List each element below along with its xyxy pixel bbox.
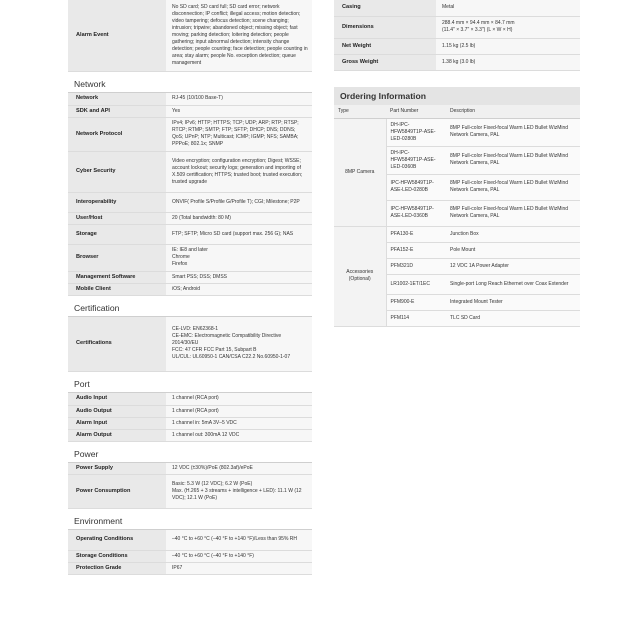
spec-row bbox=[68, 244, 312, 271]
spec-key: Net Weight bbox=[334, 38, 436, 54]
spec-row bbox=[334, 16, 580, 38]
part-number: DH-IPC-HFW5849T1P-ASE-LED-0360B bbox=[386, 146, 446, 174]
section-title: Power bbox=[68, 446, 312, 463]
spec-row bbox=[68, 463, 312, 475]
part-number: PFM321D bbox=[386, 258, 446, 274]
spec-key: Power Consumption bbox=[68, 475, 166, 509]
part-number: PFM900-E bbox=[386, 294, 446, 310]
spec-key: Browser bbox=[68, 244, 166, 271]
part-description: 8MP Full-color Fixed-focal Warm LED Bullet WizMind Network Camera, PAL bbox=[446, 118, 580, 146]
spec-value: 1 channel (RCA port) bbox=[166, 393, 312, 405]
spec-value: FTP; SFTP; Micro SD card (support max. 256 G); NAS bbox=[166, 224, 312, 244]
spec-value: 1.15 kg (2.5 lb) bbox=[436, 38, 580, 54]
ordering-type: 8MP Camera bbox=[334, 118, 386, 226]
spec-row bbox=[68, 212, 312, 224]
part-number: LR1002-1ET/1EC bbox=[386, 274, 446, 294]
left-spec-column bbox=[68, 0, 312, 579]
spec-key: Dimensions bbox=[334, 16, 436, 38]
spec-key: Network bbox=[68, 93, 166, 105]
ordering-title: Ordering Information bbox=[334, 87, 580, 105]
spec-row bbox=[68, 105, 312, 117]
header-type: Type bbox=[334, 105, 386, 119]
spec-row bbox=[68, 405, 312, 417]
spec-value: Yes bbox=[166, 105, 312, 117]
part-number: PFA130-E bbox=[386, 226, 446, 242]
spec-key: Audio Output bbox=[68, 405, 166, 417]
spec-value: ONVIF( Profile S/Profile G/Profile T); CGI; Milestone; P2P bbox=[166, 192, 312, 212]
part-description: Integrated Mount Tester bbox=[446, 294, 580, 310]
spec-row bbox=[68, 271, 312, 283]
spec-value: IPv4; IPv6; HTTP; HTTPS; TCP; UDP; ARP; RTP; RTSP; RTCP; RTMP; SMTP; FTP; SFTP; DHCP; DNS; DDNS; QoS; UPnP; NTP; Multicast; ICMP; IGMP; NFS; SAMBA; PPPoE; 802.1x; SNMP bbox=[166, 117, 312, 151]
part-number: PFA152-E bbox=[386, 242, 446, 258]
part-number: PFM114 bbox=[386, 310, 446, 326]
spec-value: CE-LVD: EN62368-1 CE-EMC: Electromagnetic Compatibility Directive 2014/30/EU FCC: 47 CFR FCC Part 15, Subpart B UL/CUL: UL60950-1 CAN/CSA C22.2 No.60950-1-07 bbox=[166, 317, 312, 372]
ordering-row bbox=[334, 226, 580, 242]
spec-row bbox=[68, 151, 312, 192]
spec-value: 1 channel (RCA port) bbox=[166, 405, 312, 417]
spec-row bbox=[68, 417, 312, 429]
spec-row bbox=[68, 317, 312, 372]
ordering-row bbox=[334, 118, 580, 146]
part-number: IPC-HFW5849T1P-ASE-LED-0280B bbox=[386, 174, 446, 200]
spec-row bbox=[334, 38, 580, 54]
spec-key: Audio Input bbox=[68, 393, 166, 405]
spec-key: Protection Grade bbox=[68, 562, 166, 574]
spec-row bbox=[68, 0, 312, 72]
spec-key: Operating Conditions bbox=[68, 530, 166, 550]
spec-key: Alarm Input bbox=[68, 417, 166, 429]
spec-table bbox=[68, 393, 312, 442]
ordering-header-row bbox=[334, 105, 580, 119]
spec-value: 1 channel out: 300mA 12 VDC bbox=[166, 429, 312, 441]
spec-value: IP67 bbox=[166, 562, 312, 574]
spec-row bbox=[334, 54, 580, 70]
spec-row bbox=[68, 283, 312, 295]
spec-value: 288.4 mm × 94.4 mm × 84.7 mm (11.4" × 3.7" × 3.3") (L × W × H) bbox=[436, 16, 580, 38]
spec-value: IE: IE8 and later Chrome Firefox bbox=[166, 244, 312, 271]
spec-value: RJ-45 (10/100 Base-T) bbox=[166, 93, 312, 105]
spec-value: 1 channel in: 5mA 3V–5 VDC bbox=[166, 417, 312, 429]
section-title: Certification bbox=[68, 300, 312, 317]
spec-key: Alarm Output bbox=[68, 429, 166, 441]
header-desc: Description bbox=[446, 105, 580, 119]
part-number: DH-IPC-HFW5849T1P-ASE-LED-0280B bbox=[386, 118, 446, 146]
spec-key: Management Software bbox=[68, 271, 166, 283]
spec-row bbox=[68, 93, 312, 105]
section-title: Network bbox=[68, 76, 312, 93]
spec-key: Alarm Event bbox=[68, 0, 166, 72]
spec-table bbox=[68, 93, 312, 296]
right-spec-column bbox=[334, 0, 580, 327]
spec-row bbox=[68, 224, 312, 244]
spec-key: SDK and API bbox=[68, 105, 166, 117]
spec-key: Certifications bbox=[68, 317, 166, 372]
spec-key: Interoperability bbox=[68, 192, 166, 212]
alarm-table bbox=[68, 0, 312, 72]
spec-key: Power Supply bbox=[68, 463, 166, 475]
section-title: Environment bbox=[68, 513, 312, 530]
spec-table bbox=[68, 463, 312, 510]
spec-row bbox=[68, 429, 312, 441]
spec-value: Basic: 5.3 W (12 VDC); 6.2 W (PoE) Max. (H.265 + 3 streams + intelligence + LED): 11.1 W (12 VDC); 12.1 W (PoE) bbox=[166, 475, 312, 509]
part-description: 8MP Full-color Fixed-focal Warm LED Bullet WizMind Network Camera, PAL bbox=[446, 200, 580, 226]
spec-table bbox=[68, 317, 312, 373]
spec-value: No SD card; SD card full; SD card error; network disconnection; IP conflict; illegal access; motion detection; video tampering; defocus detection; scene changing; intrusion; tripwire; abandoned object; missing object; fast moving; parking detection; loitering detection; people gathering; input abnormal detection; intensity change detection; people counting; face detection; people counting in area; stay alarm; people No. exception detection; queue management bbox=[166, 0, 312, 72]
part-description: 8MP Full-color Fixed-focal Warm LED Bullet WizMind Network Camera, PAL bbox=[446, 174, 580, 200]
spec-key: Cyber Security bbox=[68, 151, 166, 192]
spec-row bbox=[68, 393, 312, 405]
spec-row bbox=[68, 550, 312, 562]
spec-key: Network Protocol bbox=[68, 117, 166, 151]
header-part: Part Number bbox=[386, 105, 446, 119]
spec-value: Video encryption; configuration encryption; Digest; WSSE; account lockout; security logs; generation and importing of X.509 certification; HTTPS; trusted boot; trusted execution; trusted upgrade bbox=[166, 151, 312, 192]
spec-value: iOS; Android bbox=[166, 283, 312, 295]
spec-key: Mobile Client bbox=[68, 283, 166, 295]
spec-key: Storage bbox=[68, 224, 166, 244]
spec-row bbox=[68, 192, 312, 212]
spec-key: User/Host bbox=[68, 212, 166, 224]
spec-table bbox=[68, 530, 312, 575]
spec-value: 1.38 kg (3.0 lb) bbox=[436, 54, 580, 70]
section-title: Port bbox=[68, 376, 312, 393]
spec-key: Gross Weight bbox=[334, 54, 436, 70]
spec-row bbox=[68, 530, 312, 550]
ordering-table bbox=[334, 105, 580, 327]
part-description: TLC SD Card bbox=[446, 310, 580, 326]
part-description: Pole Mount bbox=[446, 242, 580, 258]
left-sections bbox=[68, 76, 312, 579]
part-description: 8MP Full-color Fixed-focal Warm LED Bullet WizMind Network Camera, PAL bbox=[446, 146, 580, 174]
spec-value: 20 (Total bandwidth: 80 M) bbox=[166, 212, 312, 224]
spec-value: –40 °C to +60 °C (–40 °F to +140 °F) bbox=[166, 550, 312, 562]
ordering-type: Accessories (Optional) bbox=[334, 226, 386, 326]
part-description: Single-port Long Reach Ethernet over Coax Extender bbox=[446, 274, 580, 294]
housing-table bbox=[334, 0, 580, 71]
spec-value: Metal bbox=[436, 0, 580, 16]
part-description: 12 VDC 1A Power Adapter bbox=[446, 258, 580, 274]
spec-key: Storage Conditions bbox=[68, 550, 166, 562]
spec-row bbox=[68, 475, 312, 509]
spec-value: –40 °C to +60 °C (–40 °F to +140 °F)/Less than 95% RH bbox=[166, 530, 312, 550]
spec-row bbox=[68, 117, 312, 151]
spec-key: Casing bbox=[334, 0, 436, 16]
spec-value: 12 VDC (±30%)/PoE (802.3af)/ePoE bbox=[166, 463, 312, 475]
spec-row bbox=[334, 0, 580, 16]
part-number: IPC-HFW5849T1P-ASE-LED-0360B bbox=[386, 200, 446, 226]
spec-row bbox=[68, 562, 312, 574]
part-description: Junction Box bbox=[446, 226, 580, 242]
spec-value: Smart PSS; DSS; DMSS bbox=[166, 271, 312, 283]
